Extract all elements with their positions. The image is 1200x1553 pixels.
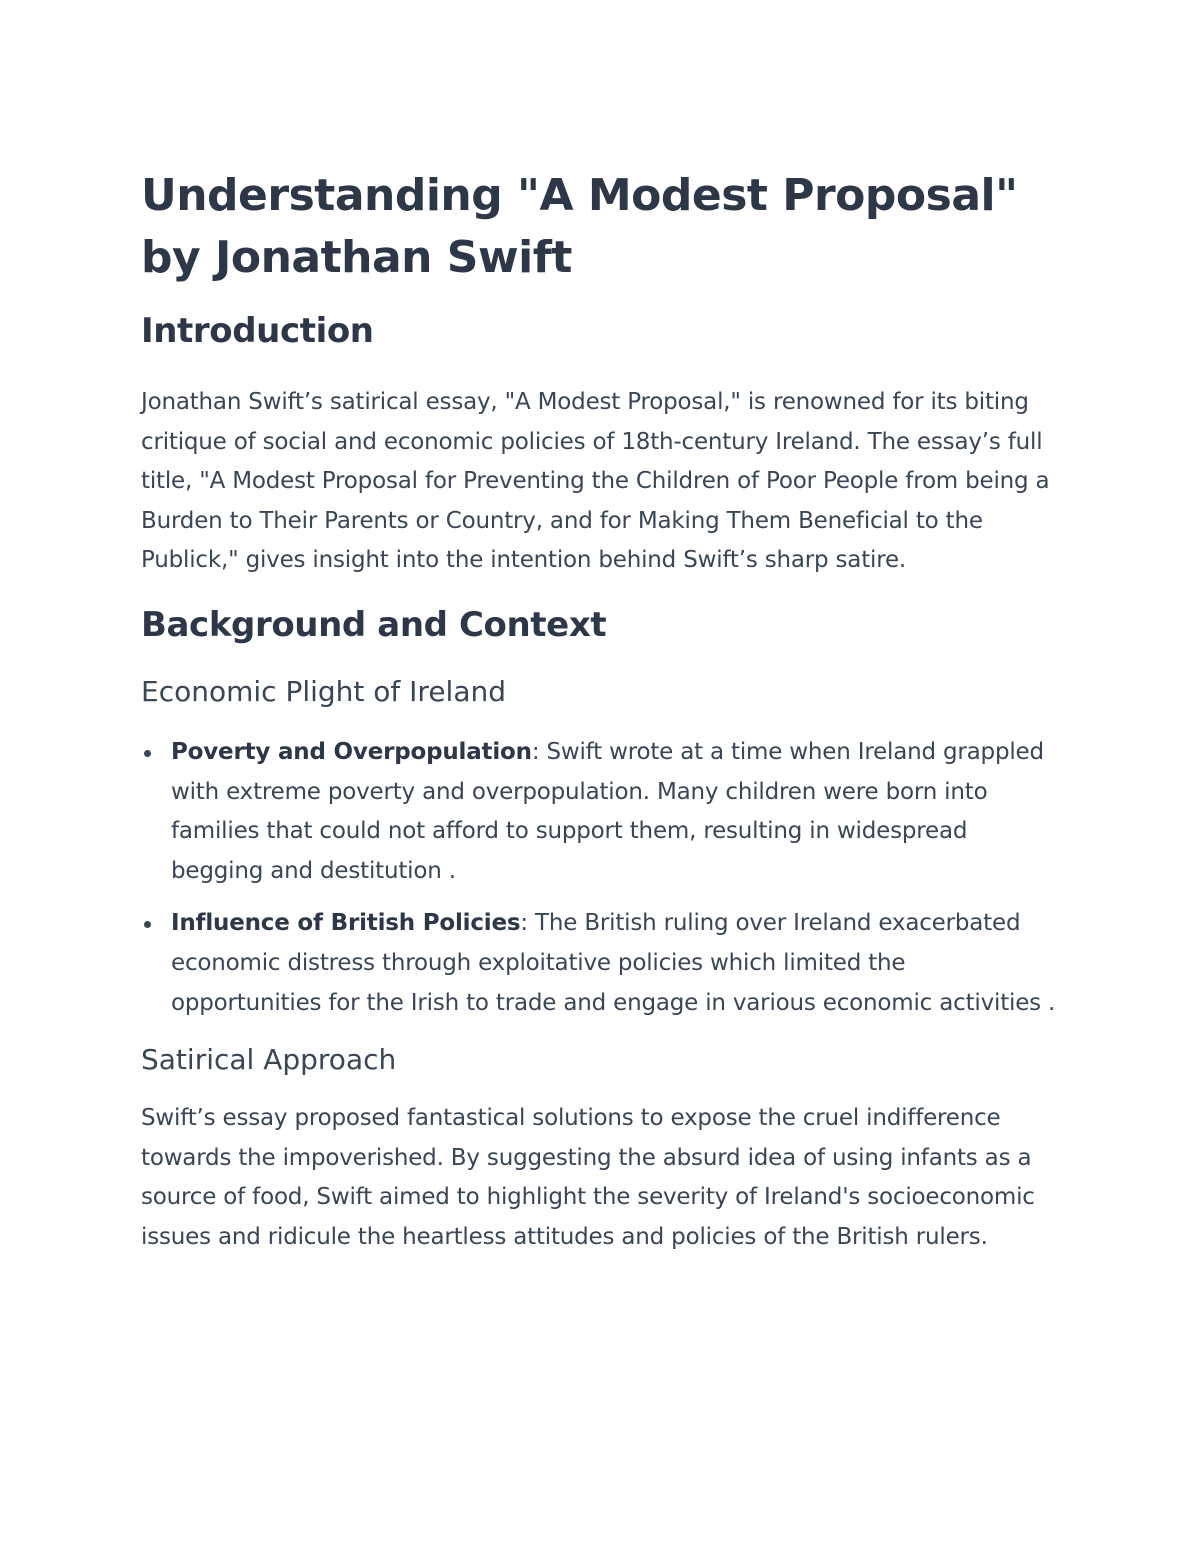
document-title: Understanding "A Modest Proposal" by Jonathan Swift [141, 170, 1018, 283]
bullet-icon [144, 750, 151, 757]
list-item-text: : Swift wrote at a time when Ireland grappled with extreme poverty and overpopulation. Many children were born into families that could not afford to support them, resulting in widespread begging and destitution . [171, 738, 1044, 884]
list-item-term: Influence of British Policies [171, 910, 521, 937]
bullet-icon [144, 921, 151, 928]
introduction-paragraph: Jonathan Swift’s satirical essay, "A Modest Proposal," is renowned for its biting critique of social and economic policies of 18th-century Ireland. The essay’s full title, "A Modest Proposal for Preventing the Children of Poor People from being a Burden to Their Parents or Country, and for Making Them Beneficial to the Publick," gives insight into the intention behind Swift’s sharp satire. [141, 389, 1050, 574]
list-item-term: Poverty and Overpopulation [171, 738, 532, 765]
subsection-heading-economic-plight: Economic Plight of Ireland [141, 674, 507, 708]
list-item-text: : The British ruling over Ireland exacerbated economic distress through exploitative policies which limited the opportunities for the Irish to trade and engage in various economic activities . [171, 910, 1056, 1016]
section-heading-background: Background and Context [141, 604, 607, 645]
economic-plight-list [141, 733, 1061, 1023]
list-item [141, 733, 1061, 891]
list-item [141, 904, 1061, 1023]
subsection-heading-satirical-approach: Satirical Approach [141, 1043, 397, 1077]
document-page [141, 165, 1061, 1258]
satirical-approach-paragraph: Swift’s essay proposed fantastical solutions to expose the cruel indifference towards the impoverished. By suggesting the absurd idea of using infants as a source of food, Swift aimed to highlight the severity of Ireland's socioeconomic issues and ridicule the heartless attitudes and policies of the British rulers. [141, 1105, 1035, 1250]
section-heading-introduction: Introduction [141, 311, 374, 351]
